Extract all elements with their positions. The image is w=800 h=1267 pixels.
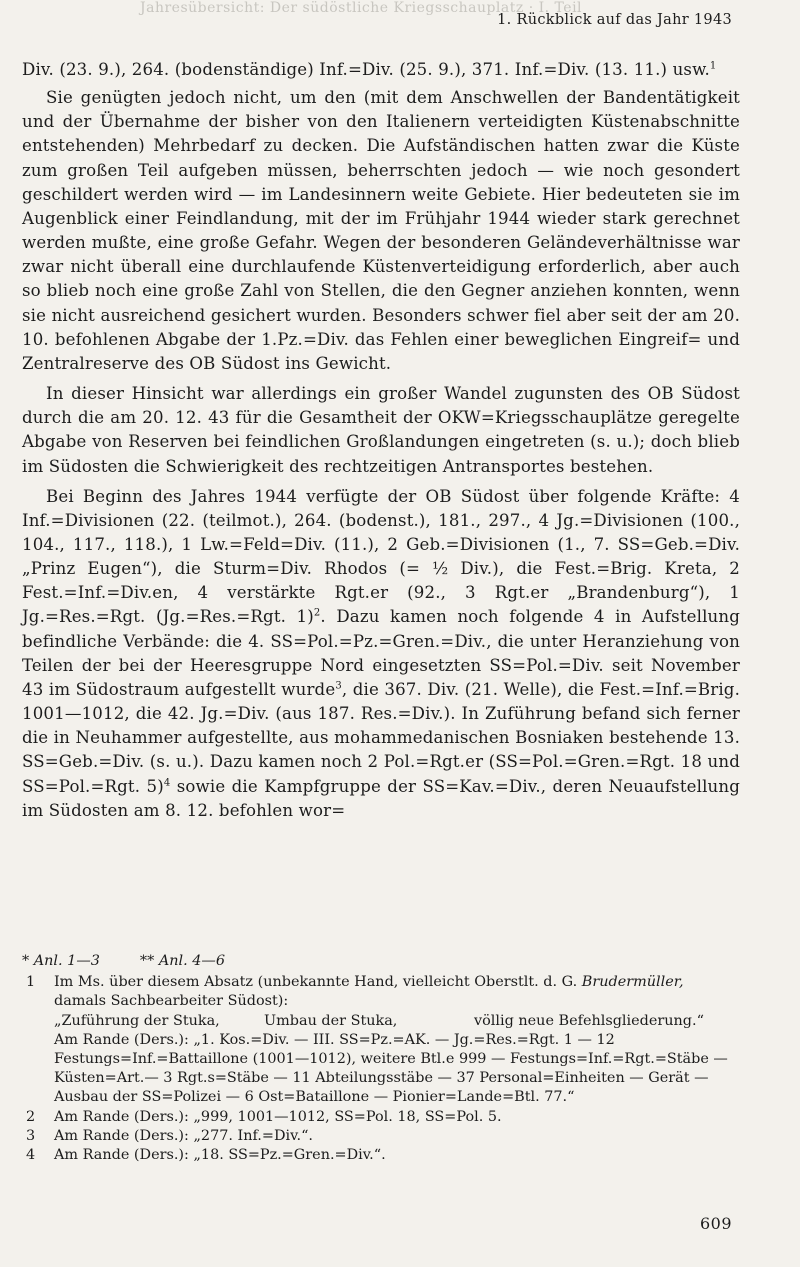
footnote: 1 Im Ms. über diesem Absatz (unbekannte Hand, vielleicht Oberstlt. d. G. Brudermüller, damals Sachbearbeiter Südost): „Zuführung der Stuka, Umbau der Stuka, völlig neue Befehlsgliederung.“ Am Rande (Ders.): „1. Kos.=Div. — III. SS=Pz.=AK. — Jg.=Res.=Rgt. 1 — 12 Festungs=Inf.=Battaillone (1001—1012), weitere Btl.e 999 — Festungs=Inf.=Rgt.=Stäbe — Küsten=Art.— 3 Rgt.s=Stäbe — 11 Abteilungsstäbe — 37 Personal=Einheiten — Gerät — Ausbau der SS=Polizei — 6 Ost=Bataillone — Pionier=Lande=Btl. 77.“ xyxy=(22,973,740,1107)
footnote-number: 3 xyxy=(26,1127,36,1144)
body-text xyxy=(22,58,740,823)
footnote: 2 Am Rande (Ders.): „999, 1001—1012, SS=Pol. 18, SS=Pol. 5. xyxy=(22,1108,740,1127)
footnote: 3 Am Rande (Ders.): „277. Inf.=Div.“. xyxy=(22,1127,740,1146)
paragraph: Bei Beginn des Jahres 1944 verfügte der OB Südost über folgende Kräfte: 4 Inf.=Divisionen (22. (teilmot.), 264. (bodenst.), 181., 297., 4 Jg.=Divisionen (100., 104., 117., 118.), 1 Lw.=Feld=Div. (11.), 2 Geb.=Divisionen (1., 7. SS=Geb.=Div. „Prinz Eugen“), die Sturm=Div. Rhodos (= ½ Div.), die Fest.=Brig. Kreta, 2 Fest.=Inf.=Div.en, 4 verstärkte Rgt.er (92., 3 Rgt.er „Brandenburg“), 1 Jg.=Res.=Rgt. (Jg.=Res.=Rgt. 1)$^2$. Dazu kamen noch folgende 4 in Aufstellung befindliche Verbände: die 4. SS=Pol.=Pz.=Gren.=Div., die unter Heranziehung von Teilen der bei der Heeresgruppe Nord eingesetzten SS=Pol.=Div. seit November 43 im Südostraum aufgestellt wurde$^3$, die 367. Div. (21. Welle), die Fest.=Inf.=Brig. 1001—1012, die 42. Jg.=Div. (aus 187. Res.=Div.). In Zuführung befand sich ferner die in Neuhammer aufgestellte, aus mohammedanischen Bosniaken bestehende 13. SS=Geb.=Div. (s. u.). Dazu kamen noch 2 Pol.=Rgt.er (SS=Pol.=Gren.=Rgt. 18 und SS=Pol.=Rgt. 5)$^4$ sowie die Kampfgruppe der SS=Kav.=Div., deren Neuaufstellung im Südosten am 8. 12. befohlen wor= xyxy=(22,486,740,820)
paragraph: Sie genügten jedoch nicht, um den (mit dem Anschwellen der Bandentätigkeit und der Übernahme der bisher von den Italienern verteidigten Küstenabschnitte entstehenden) Mehrbedarf zu decken. Die Aufständischen hatten zwar die Küste zum großen Teil aufgeben müssen, beherrschten jedoch — wie noch gesondert geschildert werden wird — im Landesinnern weite Gebiete. Hier bedeuteten sie im Augenblick einer Feindlandung, mit der im Frühjahr 1944 wieder stark gerechnet werden mußte, eine große Gefahr. Wegen der besonderen Geländeverhältnisse war zwar nicht überall eine durchlaufende Küstenverteidigung erforderlich, aber auch so blieb noch eine große Zahl von Stellen, die den Gegner anziehen konnten, wenn sie nicht ausreichend gesichert wurden. Besonders schwer fiel aber seit der am 20. 10. befohlenen Abgabe der 1.Pz.=Div. das Fehlen einer beweglichen Eingreif= und Zentralreserve des OB Südost ins Gewicht. xyxy=(22,88,740,373)
footnote-ref: 4 xyxy=(163,777,171,788)
footnote-number: 2 xyxy=(26,1108,36,1125)
bleed-through-title: Jahresübersicht: Der südöstliche Kriegsschauplatz · I. Teil xyxy=(140,0,583,16)
citation: „Zuführung der Stuka, Umbau der Stuka, völlig neue Befehlsgliederung.“ xyxy=(54,1012,704,1029)
paragraph-continuation: Div. (23. 9.), 264. (bodenständige) Inf.=Div. (25. 9.), 371. Inf.=Div. (13. 11.) usw.$^1$ xyxy=(22,60,717,79)
paragraph: In dieser Hinsicht war allerdings ein großer Wandel zugunsten des OB Südost durch die am 20. 12. 43 für die Gesamtheit der OKW=Kriegsschauplätze geregelte Abgabe von Reserven bei feindlichen Großlandungen eingetreten (s. u.); doch blieb im Südosten die Schwierigkeit des rechtzeitigen Antransportes bestehen. xyxy=(22,384,740,476)
footnote-ref: 1 xyxy=(709,60,717,72)
page-number: 609 xyxy=(699,1214,732,1233)
footnote-number: 1 xyxy=(26,974,36,991)
footnotes xyxy=(22,952,740,1165)
footnote-ref: 3 xyxy=(335,680,342,692)
footnote-number: 4 xyxy=(26,1147,36,1164)
footnote-ref: 2 xyxy=(313,607,321,619)
annex-reference: * Anl. 1—3 ** Anl. 4—6 xyxy=(22,953,225,969)
running-head: 1. Rückblick auf das Jahr 1943 xyxy=(497,12,732,28)
footnote: 4 Am Rande (Ders.): „18. SS=Pz.=Gren.=Div.“. xyxy=(22,1146,740,1165)
